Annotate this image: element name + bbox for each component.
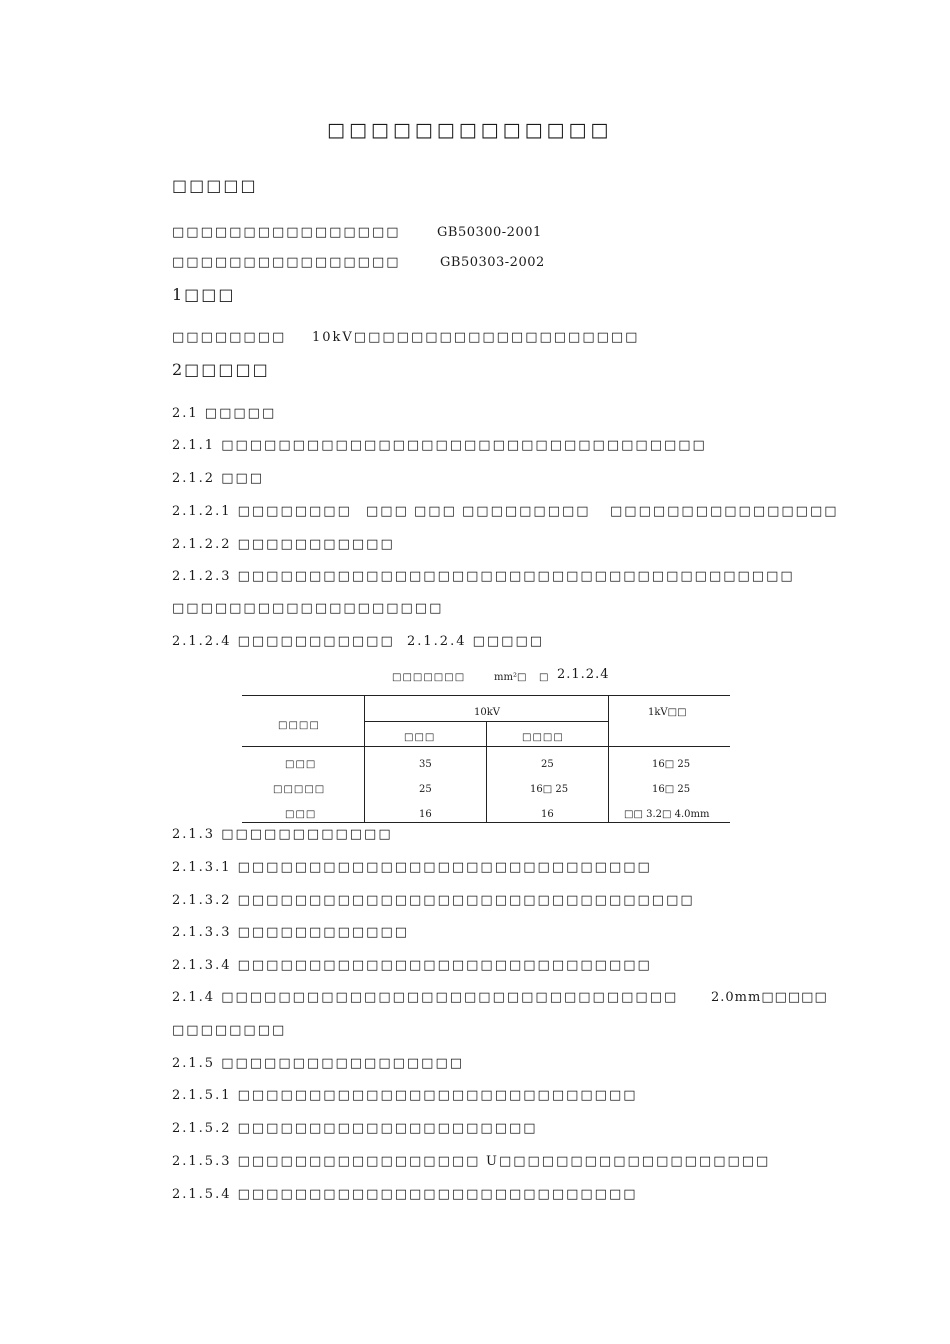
clause-2-1-2-1-c: □□□	[414, 504, 457, 519]
table-cell: □□ 3.2□ 4.0mm	[624, 809, 710, 820]
clause-2-1-2-1-d: □□□□□□□□□	[462, 504, 591, 519]
clause-2-1-4-b: 2.0mm□□□□□	[711, 990, 828, 1005]
standard-1-code: GB50300-2001	[437, 225, 542, 240]
clause-2-1-2-3: 2.1.2.3 □□□□□□□□□□□□□□□□□□□□□□□□□□□□□□□□□□□□□□□	[172, 569, 795, 584]
table-row-label: □□□□□	[273, 784, 326, 795]
table-cell: 25	[541, 759, 554, 770]
table-row-label: □□□	[285, 759, 317, 770]
clause-2-1-2-4-a: 2.1.2.4 □□□□□□□□□□□	[172, 634, 395, 649]
table-cell: 16	[419, 809, 432, 820]
table-head-10kv: 10kV	[474, 707, 501, 718]
table-cell: 16□ 25	[652, 784, 691, 795]
clause-2-1-3-1: 2.1.3.1 □□□□□□□□□□□□□□□□□□□□□□□□□□□□□	[172, 860, 652, 875]
clause-2-1-2-4-b: 2.1.2.4 □□□□□	[407, 634, 545, 649]
clause-2-1-3-2: 2.1.3.2 □□□□□□□□□□□□□□□□□□□□□□□□□□□□□□□□	[172, 893, 695, 908]
section-2-heading: 2□□□□□	[172, 360, 270, 379]
table-subhead-b: □□□□	[522, 732, 564, 743]
section-1-heading: 1□□□	[172, 285, 236, 304]
table-col-divider-2	[486, 721, 487, 822]
clause-2-1-2-2: 2.1.2.2 □□□□□□□□□□□	[172, 537, 395, 552]
table-subhead-a: □□□	[404, 732, 436, 743]
table-caption-number: 2.1.2.4	[557, 667, 610, 682]
table-cell: 16□ 25	[652, 759, 691, 770]
table-cell: 35	[419, 759, 432, 770]
table-col-divider-3	[608, 695, 609, 822]
table-caption-unit: mm²□	[494, 672, 527, 683]
table-head-1kv: 1kV□□	[648, 707, 687, 718]
table-head-first: □□□□	[278, 720, 320, 731]
table-caption-mark: □	[539, 672, 550, 683]
clause-2-1-2-3-continued: □□□□□□□□□□□□□□□□□□□	[172, 601, 444, 616]
clause-2-1-2-1-e: □□□□□□□□□□□□□□□□	[610, 504, 839, 519]
clause-2-1-1: 2.1.1 □□□□□□□□□□□□□□□□□□□□□□□□□□□□□□□□□□	[172, 438, 707, 453]
table-col-divider-1	[364, 695, 365, 822]
basis-heading: □□□□□	[172, 176, 258, 195]
document-title: □□□□□□□□□□□□□	[327, 119, 613, 141]
clause-2-1-2-1-a: 2.1.2.1 □□□□□□□□	[172, 504, 352, 519]
clause-2-1-5-1: 2.1.5.1 □□□□□□□□□□□□□□□□□□□□□□□□□□□□	[172, 1088, 638, 1103]
table-bottom-rule	[242, 822, 730, 823]
table-row-label: □□□	[285, 809, 317, 820]
standard-1-name: □□□□□□□□□□□□□□□□	[172, 225, 401, 240]
standard-2-code: GB50303-2002	[440, 255, 545, 270]
clause-2-1-3: 2.1.3 □□□□□□□□□□□□	[172, 827, 393, 842]
clause-2-1-5: 2.1.5 □□□□□□□□□□□□□□□□□	[172, 1056, 465, 1071]
clause-2-1-3-3: 2.1.3.3 □□□□□□□□□□□□	[172, 925, 410, 940]
standard-2-name: □□□□□□□□□□□□□□□□	[172, 255, 401, 270]
clause-2-1-5-2: 2.1.5.2 □□□□□□□□□□□□□□□□□□□□□	[172, 1121, 538, 1136]
table-top-rule	[242, 695, 730, 696]
clause-2-1-5-4: 2.1.5.4 □□□□□□□□□□□□□□□□□□□□□□□□□□□□	[172, 1187, 638, 1202]
clause-2-1-5-3-b: U□□□□□□□□□□□□□□□□□□□	[486, 1154, 771, 1169]
table-cell: 16□ 25	[530, 784, 569, 795]
clause-2-1-4-continued: □□□□□□□□	[172, 1023, 287, 1038]
table-cell: 25	[419, 784, 432, 795]
clause-2-1-2-1-b: □□□	[366, 504, 409, 519]
table-cell: 16	[541, 809, 554, 820]
clause-2-1: 2.1 □□□□□	[172, 406, 277, 421]
clause-2-1-2: 2.1.2 □□□	[172, 471, 265, 486]
scope-text-a: □□□□□□□□	[172, 330, 287, 345]
clause-2-1-4-a: 2.1.4 □□□□□□□□□□□□□□□□□□□□□□□□□□□□□□□□	[172, 990, 679, 1005]
clause-2-1-5-3-a: 2.1.5.3 □□□□□□□□□□□□□□□□□	[172, 1154, 481, 1169]
clause-2-1-3-4: 2.1.3.4 □□□□□□□□□□□□□□□□□□□□□□□□□□□□□	[172, 958, 652, 973]
scope-text-b: 10kV□□□□□□□□□□□□□□□□□□□□	[312, 330, 640, 345]
table-caption-text: □□□□□□□	[392, 672, 466, 683]
